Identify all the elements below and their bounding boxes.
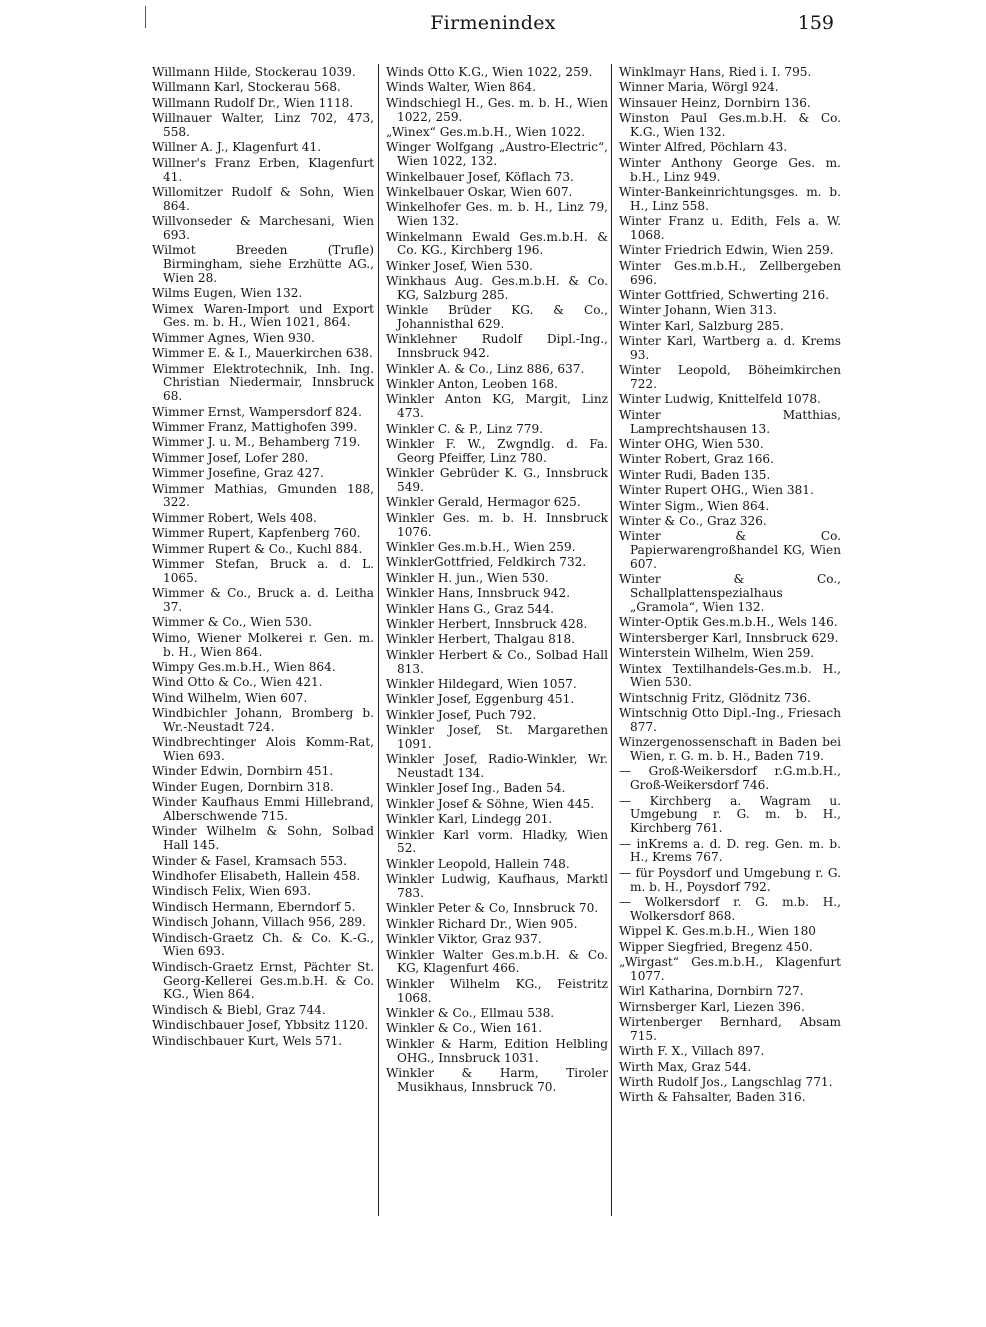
- index-entry: Winkler & Co., Ellmau 538.: [386, 1005, 555, 1020]
- index-entry: Wimmer Rupert, Kapfenberg 760.: [152, 526, 361, 541]
- index-entry: Windischbauer Josef, Ybbsitz 1120.: [152, 1018, 369, 1033]
- index-entry: Winker Josef, Wien 530.: [386, 258, 534, 273]
- index-entry: Wintschnig Fritz, Glödnitz 736.: [619, 690, 811, 705]
- index-entry: Winkler & Co., Wien 161.: [386, 1021, 543, 1036]
- index-column-2: [386, 66, 608, 1096]
- index-entry: Wirnsberger Karl, Liezen 396.: [619, 999, 805, 1014]
- index-entry: Winkelmann Ewald Ges.m.b.H. & Co. KG., Kirchberg 196.: [386, 229, 608, 258]
- column-divider: [611, 64, 612, 1216]
- index-entry: — für Poysdorf und Umgebung r. G. m. b. H., Poysdorf 792.: [619, 865, 841, 894]
- index-entry: Winter Matthias, Lamprechtshausen 13.: [619, 407, 841, 436]
- index-entry: Winter & Co., Schallplattenspezialhaus „Gramola“, Wien 132.: [619, 572, 841, 614]
- index-entry: Winds Walter, Wien 864.: [386, 80, 537, 95]
- index-entry: Wimmer J. u. M., Behamberg 719.: [152, 435, 361, 450]
- index-entry: Wimmer Agnes, Wien 930.: [152, 330, 315, 345]
- index-entry: Wimmer Josef, Lofer 280.: [152, 450, 309, 465]
- index-entry: Windischbauer Kurt, Wels 571.: [152, 1033, 343, 1048]
- page-number: 159: [797, 12, 834, 34]
- index-entry: Winter Ges.m.b.H., Zellbergeben 696.: [619, 258, 841, 287]
- index-entry: Winkler Josef Ing., Baden 54.: [386, 781, 566, 796]
- index-entry: Winkler Hildegard, Wien 1057.: [386, 676, 577, 691]
- index-entry: Winter-Bankeinrichtungsges. m. b. H., Linz 558.: [619, 184, 841, 213]
- index-entry: Winter Karl, Salzburg 285.: [619, 318, 784, 333]
- index-entry: Winter Johann, Wien 313.: [619, 303, 777, 318]
- index-entry: Winter & Co., Graz 326.: [619, 513, 767, 528]
- index-entry: Winklmayr Hans, Ried i. I. 795.: [619, 65, 812, 79]
- index-entry: Winkler Viktor, Graz 937.: [386, 932, 542, 947]
- index-entry: Winkler Anton KG, Margit, Linz 473.: [386, 392, 608, 421]
- index-entry: Winds Otto K.G., Wien 1022, 259.: [386, 65, 593, 79]
- index-entry: Wimmer Josefine, Graz 427.: [152, 466, 324, 481]
- index-entry: Winkler & Harm, Tiroler Musikhaus, Innsbruck 70.: [386, 1065, 608, 1094]
- index-entry: Winterstein Wilhelm, Wien 259.: [619, 646, 815, 661]
- index-entry: Winkler Karl, Lindegg 201.: [386, 812, 553, 827]
- index-entry: Winkler Gerald, Hermagor 625.: [386, 495, 581, 510]
- index-entry: Willner A. J., Klagenfurt 41.: [152, 140, 322, 155]
- index-entry: Winter Ludwig, Knittelfeld 1078.: [619, 392, 821, 407]
- index-entry: Wimex Waren-Import und Export Ges. m. b. H., Wien 1021, 864.: [152, 301, 374, 330]
- index-entry: „Winex“ Ges.m.b.H., Wien 1022.: [386, 124, 586, 139]
- index-entry: Winkler Ges. m. b. H. Innsbruck 1076.: [386, 510, 608, 539]
- index-entry: Wilmot Breeden (Trufle) Birmingham, siehe Erzhütte AG., Wien 28.: [152, 243, 374, 285]
- index-entry: Wirth & Fahsalter, Baden 316.: [619, 1090, 806, 1105]
- index-entry: Winter Karl, Wartberg a. d. Krems 93.: [619, 334, 841, 362]
- index-entry: Winkler Hans, Innsbruck 942.: [386, 586, 571, 601]
- index-entry: Winter & Co. Papierwarengroßhandel KG, Wien 607.: [619, 529, 841, 571]
- index-entry: Winkler Herbert, Innsbruck 428.: [386, 616, 588, 631]
- index-entry: Winter Alfred, Pöchlarn 43.: [619, 140, 788, 155]
- index-entry: Winkler Josef, Puch 792.: [386, 707, 537, 722]
- index-entry: WinklerGottfried, Feldkirch 732.: [386, 555, 587, 570]
- index-entry: Willvonseder & Marchesani, Wien 693.: [152, 214, 374, 242]
- index-entry: Windbichler Johann, Bromberg b. Wr.-Neustadt 724.: [152, 706, 374, 734]
- index-entry: Winter Rudi, Baden 135.: [619, 467, 771, 482]
- index-entry: Wimpy Ges.m.b.H., Wien 864.: [152, 659, 336, 674]
- index-entry: Windisch-Graetz Ernst, Pächter St. Georg-Kellerei Ges.m.b.H. & Co. KG., Wien 864.: [152, 959, 374, 1002]
- index-entry: Winkelbauer Oskar, Wien 607.: [386, 184, 573, 199]
- index-entry: Wirth F. X., Villach 897.: [619, 1044, 765, 1059]
- index-entry: Winder Edwin, Dornbirn 451.: [152, 764, 334, 779]
- index-entry: Winkler Walter Ges.m.b.H. & Co. KG, Klagenfurt 466.: [386, 947, 608, 976]
- index-entry: Willnauer Walter, Linz 702, 473, 558.: [152, 111, 374, 139]
- index-entry: Winkler Herbert, Thalgau 818.: [386, 632, 576, 647]
- index-entry: Winkler & Harm, Edition Helbling OHG., Innsbruck 1031.: [386, 1036, 608, 1065]
- index-entry: Wimo, Wiener Molkerei r. Gen. m. b. H., Wien 864.: [152, 630, 374, 659]
- index-entry: Winkler Ludwig, Kaufhaus, Marktl 783.: [386, 872, 608, 900]
- index-entry: Winkler Josef, Radio-Winkler, Wr. Neustadt 134.: [386, 752, 608, 781]
- index-entry: Winter Robert, Graz 166.: [619, 452, 774, 467]
- index-entry: Winter Rupert OHG., Wien 381.: [619, 483, 814, 498]
- index-entry: — Groß-Weikersdorf r.G.m.b.H., Groß-Weikersdorf 746.: [619, 764, 841, 793]
- index-entry: Wimmer Elektrotechnik, Inh. Ing. Christian Niedermair, Innsbruck 68.: [152, 361, 374, 404]
- index-entry: Winger Wolfgang „Austro-Electric“, Wien 1022, 132.: [386, 140, 608, 169]
- index-entry: Winder & Fasel, Kramsach 553.: [152, 853, 347, 868]
- index-entry: Winder Kaufhaus Emmi Hillebrand, Alberschwende 715.: [152, 795, 374, 824]
- index-entry: Willmann Hilde, Stockerau 1039.: [152, 65, 356, 79]
- page-title: Firmenindex: [430, 12, 556, 34]
- index-entry: Winter Friedrich Edwin, Wien 259.: [619, 243, 834, 258]
- index-entry: „Wirgast“ Ges.m.b.H., Klagenfurt 1077.: [619, 954, 841, 983]
- index-entry: Winklehner Rudolf Dipl.-Ing., Innsbruck 942.: [386, 332, 608, 361]
- index-entry: Winkler Herbert & Co., Solbad Hall 813.: [386, 647, 608, 676]
- index-entry: Winzergenossenschaft in Baden bei Wien, r. G. m. b. H., Baden 719.: [619, 735, 841, 764]
- index-entry: Windisch Johann, Villach 956, 289.: [152, 915, 366, 930]
- index-entry: Windisch Hermann, Eberndorf 5.: [152, 899, 356, 914]
- index-entry: Windhofer Elisabeth, Hallein 458.: [152, 869, 361, 883]
- index-entry: Winkelhofer Ges. m. b. H., Linz 79, Wien 132.: [386, 200, 608, 229]
- index-entry: Winkler Peter & Co, Innsbruck 70.: [386, 901, 599, 916]
- index-entry: Wimmer Robert, Wels 408.: [152, 510, 317, 525]
- index-entry: Winter Franz u. Edith, Fels a. W. 1068.: [619, 214, 841, 242]
- index-entry: Winkler Leopold, Hallein 748.: [386, 856, 570, 871]
- index-entry: Wintex Textilhandels-Ges.m.b. H., Wien 530.: [619, 661, 841, 690]
- index-entry: Winkler Richard Dr., Wien 905.: [386, 916, 578, 931]
- index-entry: Wimmer & Co., Wien 530.: [152, 615, 313, 630]
- index-entry: Wintschnig Otto Dipl.-Ing., Friesach 877.: [619, 706, 841, 734]
- index-entry: Wind Wilhelm, Wien 607.: [152, 690, 308, 705]
- index-entry: Winter OHG, Wien 530.: [619, 437, 764, 452]
- index-entry: Wintersberger Karl, Innsbruck 629.: [619, 630, 839, 645]
- index-entry: Wipper Siegfried, Bregenz 450.: [619, 939, 813, 954]
- index-entry: Winkelbauer Josef, Köflach 73.: [386, 169, 574, 184]
- index-column-1: [152, 66, 374, 1050]
- index-entry: Wilms Eugen, Wien 132.: [152, 286, 303, 301]
- index-entry: Winkler F. W., Zwgndlg. d. Fa. Georg Pfeiffer, Linz 780.: [386, 437, 608, 465]
- index-entry: Winter Sigm., Wien 864.: [619, 498, 770, 513]
- index-entry: Winkler Gebrüder K. G., Innsbruck 549.: [386, 466, 608, 494]
- index-entry: Winston Paul Ges.m.b.H. & Co. K.G., Wien 132.: [619, 111, 841, 139]
- index-entry: Winkler Josef & Söhne, Wien 445.: [386, 796, 595, 811]
- index-entry: Windbrechtinger Alois Komm-Rat, Wien 693.: [152, 735, 374, 764]
- index-entry: Winkler Josef, St. Margarethen 1091.: [386, 723, 608, 751]
- index-entry: Wirth Rudolf Jos., Langschlag 771.: [619, 1074, 833, 1089]
- column-divider: [378, 64, 379, 1216]
- index-entry: Wind Otto & Co., Wien 421.: [152, 675, 323, 690]
- index-entry: Winkle Brüder KG. & Co., Johannisthal 629.: [386, 303, 608, 332]
- index-entry: Winkler Anton, Leoben 168.: [386, 377, 558, 392]
- index-column-3: [619, 66, 841, 1107]
- index-entry: Wimmer Stefan, Bruck a. d. L. 1065.: [152, 556, 374, 585]
- index-entry: Willmann Karl, Stockerau 568.: [152, 80, 341, 95]
- index-entry: Winder Wilhelm & Sohn, Solbad Hall 145.: [152, 824, 374, 853]
- index-entry: Windisch Felix, Wien 693.: [152, 884, 312, 899]
- index-entry: Wimmer Mathias, Gmunden 188, 322.: [152, 481, 374, 510]
- index-entry: Winkler A. & Co., Linz 886, 637.: [386, 361, 585, 376]
- index-entry: Windschiegl H., Ges. m. b. H., Wien 1022, 259.: [386, 95, 608, 124]
- index-entry: Winter Gottfried, Schwerting 216.: [619, 287, 830, 302]
- index-entry: Wimmer E. & I., Mauerkirchen 638.: [152, 346, 373, 361]
- index-entry: Wimmer Rupert & Co., Kuchl 884.: [152, 541, 363, 556]
- index-entry: Willmann Rudolf Dr., Wien 1118.: [152, 95, 354, 110]
- index-entry: Windisch & Biebl, Graz 744.: [152, 1002, 326, 1017]
- index-entry: Winkler C. & P., Linz 779.: [386, 421, 544, 436]
- index-entry: Winkler H. jun., Wien 530.: [386, 570, 549, 585]
- index-entry: Wimmer Franz, Mattighofen 399.: [152, 420, 358, 435]
- index-entry: Winkler Ges.m.b.H., Wien 259.: [386, 539, 576, 554]
- index-entry: Winner Maria, Wörgl 924.: [619, 80, 779, 95]
- index-entry: — inKrems a. d. D. reg. Gen. m. b. H., Krems 767.: [619, 836, 841, 865]
- index-entry: Wimmer & Co., Bruck a. d. Leitha 37.: [152, 586, 374, 614]
- index-entry: Winkler Hans G., Graz 544.: [386, 601, 555, 616]
- index-entry: Wippel K. Ges.m.b.H., Wien 180: [619, 924, 816, 939]
- index-entry: — Kirchberg a. Wagram u. Umgebung r. G. m. b. H., Kirchberg 761.: [619, 793, 841, 836]
- index-entry: Winkler Karl vorm. Hladky, Wien 52.: [386, 827, 608, 856]
- index-entry: Winter Leopold, Böheimkirchen 722.: [619, 363, 841, 392]
- index-entry: Willomitzer Rudolf & Sohn, Wien 864.: [152, 184, 374, 213]
- index-entry: Wirtenberger Bernhard, Absam 715.: [619, 1014, 841, 1043]
- index-entry: Winter-Optik Ges.m.b.H., Wels 146.: [619, 615, 838, 630]
- index-entry: Winkler Josef, Eggenburg 451.: [386, 692, 575, 707]
- index-entry: Wirl Katharina, Dornbirn 727.: [619, 984, 804, 999]
- index-entry: Wirth Max, Graz 544.: [619, 1059, 752, 1074]
- index-entry: — Wolkersdorf r. G. m.b. H., Wolkersdorf 868.: [619, 895, 841, 923]
- index-entry: Winter Anthony George Ges. m. b.H., Linz 949.: [619, 155, 841, 184]
- index-entry: Winkhaus Aug. Ges.m.b.H. & Co. KG, Salzburg 285.: [386, 274, 608, 302]
- index-entry: Windisch-Graetz Ch. & Co. K.-G., Wien 693.: [152, 930, 374, 959]
- index-entry: Winkler Wilhelm KG., Feistritz 1068.: [386, 976, 608, 1005]
- index-entry: Winder Eugen, Dornbirn 318.: [152, 779, 334, 794]
- index-entry: Wimmer Ernst, Wampersdorf 824.: [152, 404, 362, 419]
- index-entry: Winsauer Heinz, Dornbirn 136.: [619, 95, 811, 110]
- index-entry: Willner's Franz Erben, Klagenfurt 41.: [152, 155, 374, 184]
